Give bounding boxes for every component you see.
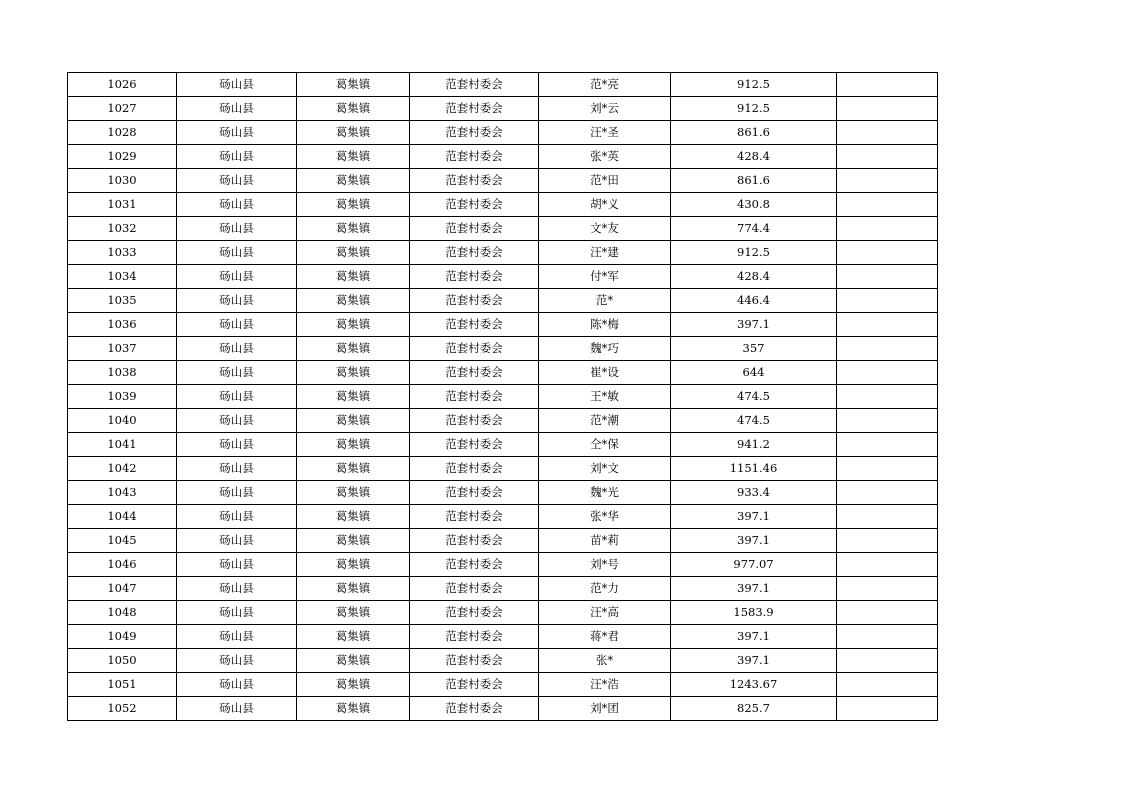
table-row bbox=[68, 529, 938, 553]
cell-county: 砀山县 bbox=[177, 385, 297, 409]
cell-amount: 428.4 bbox=[671, 145, 837, 169]
table-row bbox=[68, 73, 938, 97]
cell-town: 葛集镇 bbox=[297, 265, 410, 289]
cell-village-committee: 范套村委会 bbox=[410, 121, 539, 145]
cell-town: 葛集镇 bbox=[297, 409, 410, 433]
cell-village-committee: 范套村委会 bbox=[410, 433, 539, 457]
cell-county: 砀山县 bbox=[177, 313, 297, 337]
cell-town: 葛集镇 bbox=[297, 337, 410, 361]
cell-serial-number: 1044 bbox=[68, 505, 177, 529]
cell-village-committee: 范套村委会 bbox=[410, 241, 539, 265]
cell-amount: 474.5 bbox=[671, 409, 837, 433]
cell-county: 砀山县 bbox=[177, 553, 297, 577]
table-row bbox=[68, 217, 938, 241]
cell-town: 葛集镇 bbox=[297, 145, 410, 169]
cell-note bbox=[837, 193, 938, 217]
cell-amount: 474.5 bbox=[671, 385, 837, 409]
cell-county: 砀山县 bbox=[177, 121, 297, 145]
cell-village-committee: 范套村委会 bbox=[410, 385, 539, 409]
cell-amount: 861.6 bbox=[671, 121, 837, 145]
cell-serial-number: 1031 bbox=[68, 193, 177, 217]
cell-amount: 430.8 bbox=[671, 193, 837, 217]
table-row bbox=[68, 697, 938, 721]
cell-person-name: 付*军 bbox=[539, 265, 671, 289]
cell-amount: 1151.46 bbox=[671, 457, 837, 481]
cell-county: 砀山县 bbox=[177, 529, 297, 553]
cell-county: 砀山县 bbox=[177, 505, 297, 529]
cell-serial-number: 1046 bbox=[68, 553, 177, 577]
cell-person-name: 范*力 bbox=[539, 577, 671, 601]
cell-town: 葛集镇 bbox=[297, 553, 410, 577]
cell-county: 砀山县 bbox=[177, 337, 297, 361]
cell-town: 葛集镇 bbox=[297, 73, 410, 97]
cell-note bbox=[837, 697, 938, 721]
cell-serial-number: 1041 bbox=[68, 433, 177, 457]
table-row bbox=[68, 193, 938, 217]
cell-county: 砀山县 bbox=[177, 289, 297, 313]
cell-county: 砀山县 bbox=[177, 481, 297, 505]
table-row bbox=[68, 625, 938, 649]
cell-serial-number: 1033 bbox=[68, 241, 177, 265]
cell-town: 葛集镇 bbox=[297, 121, 410, 145]
cell-amount: 774.4 bbox=[671, 217, 837, 241]
cell-note bbox=[837, 385, 938, 409]
cell-village-committee: 范套村委会 bbox=[410, 529, 539, 553]
cell-serial-number: 1029 bbox=[68, 145, 177, 169]
cell-serial-number: 1027 bbox=[68, 97, 177, 121]
cell-amount: 397.1 bbox=[671, 529, 837, 553]
cell-town: 葛集镇 bbox=[297, 385, 410, 409]
cell-village-committee: 范套村委会 bbox=[410, 673, 539, 697]
cell-note bbox=[837, 241, 938, 265]
table-row bbox=[68, 169, 938, 193]
cell-village-committee: 范套村委会 bbox=[410, 601, 539, 625]
cell-village-committee: 范套村委会 bbox=[410, 457, 539, 481]
cell-serial-number: 1048 bbox=[68, 601, 177, 625]
cell-town: 葛集镇 bbox=[297, 241, 410, 265]
cell-village-committee: 范套村委会 bbox=[410, 313, 539, 337]
cell-person-name: 汪*高 bbox=[539, 601, 671, 625]
cell-person-name: 陈*梅 bbox=[539, 313, 671, 337]
cell-serial-number: 1036 bbox=[68, 313, 177, 337]
cell-person-name: 蒋*君 bbox=[539, 625, 671, 649]
cell-county: 砀山县 bbox=[177, 577, 297, 601]
cell-note bbox=[837, 337, 938, 361]
cell-serial-number: 1043 bbox=[68, 481, 177, 505]
cell-serial-number: 1039 bbox=[68, 385, 177, 409]
cell-note bbox=[837, 289, 938, 313]
cell-county: 砀山县 bbox=[177, 241, 297, 265]
cell-serial-number: 1051 bbox=[68, 673, 177, 697]
table-row bbox=[68, 361, 938, 385]
cell-person-name: 范*亮 bbox=[539, 73, 671, 97]
cell-person-name: 魏*光 bbox=[539, 481, 671, 505]
table-row bbox=[68, 481, 938, 505]
cell-village-committee: 范套村委会 bbox=[410, 169, 539, 193]
cell-person-name: 张* bbox=[539, 649, 671, 673]
cell-village-committee: 范套村委会 bbox=[410, 649, 539, 673]
cell-serial-number: 1050 bbox=[68, 649, 177, 673]
table-row bbox=[68, 409, 938, 433]
table-row bbox=[68, 649, 938, 673]
cell-amount: 861.6 bbox=[671, 169, 837, 193]
cell-person-name: 张*华 bbox=[539, 505, 671, 529]
cell-county: 砀山县 bbox=[177, 217, 297, 241]
cell-person-name: 汪*浩 bbox=[539, 673, 671, 697]
cell-person-name: 刘*文 bbox=[539, 457, 671, 481]
cell-person-name: 刘*云 bbox=[539, 97, 671, 121]
cell-serial-number: 1037 bbox=[68, 337, 177, 361]
cell-village-committee: 范套村委会 bbox=[410, 505, 539, 529]
cell-person-name: 仝*保 bbox=[539, 433, 671, 457]
cell-amount: 825.7 bbox=[671, 697, 837, 721]
cell-county: 砀山县 bbox=[177, 457, 297, 481]
cell-note bbox=[837, 169, 938, 193]
table-row bbox=[68, 337, 938, 361]
table-row bbox=[68, 385, 938, 409]
table-row bbox=[68, 505, 938, 529]
cell-town: 葛集镇 bbox=[297, 217, 410, 241]
cell-county: 砀山县 bbox=[177, 697, 297, 721]
cell-town: 葛集镇 bbox=[297, 433, 410, 457]
cell-county: 砀山县 bbox=[177, 361, 297, 385]
cell-county: 砀山县 bbox=[177, 625, 297, 649]
cell-note bbox=[837, 649, 938, 673]
cell-person-name: 汪*建 bbox=[539, 241, 671, 265]
table-row bbox=[68, 241, 938, 265]
cell-note bbox=[837, 313, 938, 337]
table-row bbox=[68, 577, 938, 601]
cell-amount: 1583.9 bbox=[671, 601, 837, 625]
cell-village-committee: 范套村委会 bbox=[410, 553, 539, 577]
cell-serial-number: 1049 bbox=[68, 625, 177, 649]
cell-person-name: 张*英 bbox=[539, 145, 671, 169]
cell-serial-number: 1040 bbox=[68, 409, 177, 433]
cell-village-committee: 范套村委会 bbox=[410, 97, 539, 121]
cell-village-committee: 范套村委会 bbox=[410, 361, 539, 385]
cell-note bbox=[837, 97, 938, 121]
cell-county: 砀山县 bbox=[177, 97, 297, 121]
cell-town: 葛集镇 bbox=[297, 505, 410, 529]
cell-county: 砀山县 bbox=[177, 601, 297, 625]
cell-village-committee: 范套村委会 bbox=[410, 697, 539, 721]
cell-person-name: 范* bbox=[539, 289, 671, 313]
cell-village-committee: 范套村委会 bbox=[410, 481, 539, 505]
cell-town: 葛集镇 bbox=[297, 625, 410, 649]
cell-town: 葛集镇 bbox=[297, 457, 410, 481]
cell-serial-number: 1034 bbox=[68, 265, 177, 289]
cell-person-name: 魏*巧 bbox=[539, 337, 671, 361]
cell-county: 砀山县 bbox=[177, 673, 297, 697]
cell-village-committee: 范套村委会 bbox=[410, 73, 539, 97]
cell-town: 葛集镇 bbox=[297, 97, 410, 121]
table-row bbox=[68, 265, 938, 289]
cell-note bbox=[837, 505, 938, 529]
cell-village-committee: 范套村委会 bbox=[410, 337, 539, 361]
cell-note bbox=[837, 457, 938, 481]
cell-town: 葛集镇 bbox=[297, 577, 410, 601]
table-row bbox=[68, 121, 938, 145]
cell-amount: 446.4 bbox=[671, 289, 837, 313]
cell-town: 葛集镇 bbox=[297, 601, 410, 625]
cell-person-name: 文*友 bbox=[539, 217, 671, 241]
cell-village-committee: 范套村委会 bbox=[410, 217, 539, 241]
cell-amount: 912.5 bbox=[671, 97, 837, 121]
cell-town: 葛集镇 bbox=[297, 673, 410, 697]
table-row bbox=[68, 457, 938, 481]
cell-town: 葛集镇 bbox=[297, 313, 410, 337]
table-row bbox=[68, 433, 938, 457]
cell-serial-number: 1052 bbox=[68, 697, 177, 721]
cell-town: 葛集镇 bbox=[297, 169, 410, 193]
cell-note bbox=[837, 529, 938, 553]
cell-note bbox=[837, 145, 938, 169]
table-row bbox=[68, 673, 938, 697]
cell-village-committee: 范套村委会 bbox=[410, 577, 539, 601]
cell-serial-number: 1042 bbox=[68, 457, 177, 481]
cell-serial-number: 1045 bbox=[68, 529, 177, 553]
cell-amount: 397.1 bbox=[671, 625, 837, 649]
cell-serial-number: 1038 bbox=[68, 361, 177, 385]
cell-note bbox=[837, 481, 938, 505]
cell-town: 葛集镇 bbox=[297, 697, 410, 721]
cell-note bbox=[837, 409, 938, 433]
cell-person-name: 刘*号 bbox=[539, 553, 671, 577]
cell-note bbox=[837, 625, 938, 649]
cell-note bbox=[837, 577, 938, 601]
cell-person-name: 崔*设 bbox=[539, 361, 671, 385]
cell-county: 砀山县 bbox=[177, 649, 297, 673]
cell-person-name: 苗*莉 bbox=[539, 529, 671, 553]
cell-serial-number: 1047 bbox=[68, 577, 177, 601]
cell-town: 葛集镇 bbox=[297, 481, 410, 505]
cell-amount: 941.2 bbox=[671, 433, 837, 457]
cell-county: 砀山县 bbox=[177, 193, 297, 217]
cell-amount: 912.5 bbox=[671, 73, 837, 97]
table-body bbox=[68, 73, 938, 721]
cell-person-name: 范*潮 bbox=[539, 409, 671, 433]
cell-note bbox=[837, 121, 938, 145]
cell-note bbox=[837, 673, 938, 697]
cell-county: 砀山县 bbox=[177, 409, 297, 433]
cell-amount: 977.07 bbox=[671, 553, 837, 577]
cell-village-committee: 范套村委会 bbox=[410, 265, 539, 289]
cell-note bbox=[837, 601, 938, 625]
cell-amount: 933.4 bbox=[671, 481, 837, 505]
cell-amount: 397.1 bbox=[671, 313, 837, 337]
cell-serial-number: 1035 bbox=[68, 289, 177, 313]
cell-village-committee: 范套村委会 bbox=[410, 145, 539, 169]
cell-county: 砀山县 bbox=[177, 73, 297, 97]
cell-person-name: 汪*圣 bbox=[539, 121, 671, 145]
cell-village-committee: 范套村委会 bbox=[410, 289, 539, 313]
table-row bbox=[68, 97, 938, 121]
cell-town: 葛集镇 bbox=[297, 361, 410, 385]
table-row bbox=[68, 553, 938, 577]
cell-person-name: 刘*团 bbox=[539, 697, 671, 721]
cell-county: 砀山县 bbox=[177, 169, 297, 193]
cell-village-committee: 范套村委会 bbox=[410, 193, 539, 217]
cell-note bbox=[837, 433, 938, 457]
cell-person-name: 范*田 bbox=[539, 169, 671, 193]
cell-amount: 357 bbox=[671, 337, 837, 361]
cell-amount: 1243.67 bbox=[671, 673, 837, 697]
cell-town: 葛集镇 bbox=[297, 289, 410, 313]
cell-village-committee: 范套村委会 bbox=[410, 625, 539, 649]
cell-note bbox=[837, 361, 938, 385]
cell-county: 砀山县 bbox=[177, 145, 297, 169]
cell-person-name: 胡*义 bbox=[539, 193, 671, 217]
cell-county: 砀山县 bbox=[177, 265, 297, 289]
cell-note bbox=[837, 553, 938, 577]
table-row bbox=[68, 145, 938, 169]
cell-town: 葛集镇 bbox=[297, 529, 410, 553]
cell-amount: 397.1 bbox=[671, 649, 837, 673]
cell-note bbox=[837, 265, 938, 289]
cell-amount: 912.5 bbox=[671, 241, 837, 265]
cell-note bbox=[837, 73, 938, 97]
cell-town: 葛集镇 bbox=[297, 649, 410, 673]
table-row bbox=[68, 313, 938, 337]
data-table bbox=[67, 72, 938, 721]
cell-county: 砀山县 bbox=[177, 433, 297, 457]
cell-serial-number: 1030 bbox=[68, 169, 177, 193]
cell-note bbox=[837, 217, 938, 241]
cell-amount: 428.4 bbox=[671, 265, 837, 289]
cell-town: 葛集镇 bbox=[297, 193, 410, 217]
cell-amount: 397.1 bbox=[671, 505, 837, 529]
cell-person-name: 王*敏 bbox=[539, 385, 671, 409]
table-row bbox=[68, 289, 938, 313]
cell-amount: 644 bbox=[671, 361, 837, 385]
cell-serial-number: 1028 bbox=[68, 121, 177, 145]
cell-serial-number: 1032 bbox=[68, 217, 177, 241]
cell-serial-number: 1026 bbox=[68, 73, 177, 97]
cell-amount: 397.1 bbox=[671, 577, 837, 601]
cell-village-committee: 范套村委会 bbox=[410, 409, 539, 433]
table-row bbox=[68, 601, 938, 625]
